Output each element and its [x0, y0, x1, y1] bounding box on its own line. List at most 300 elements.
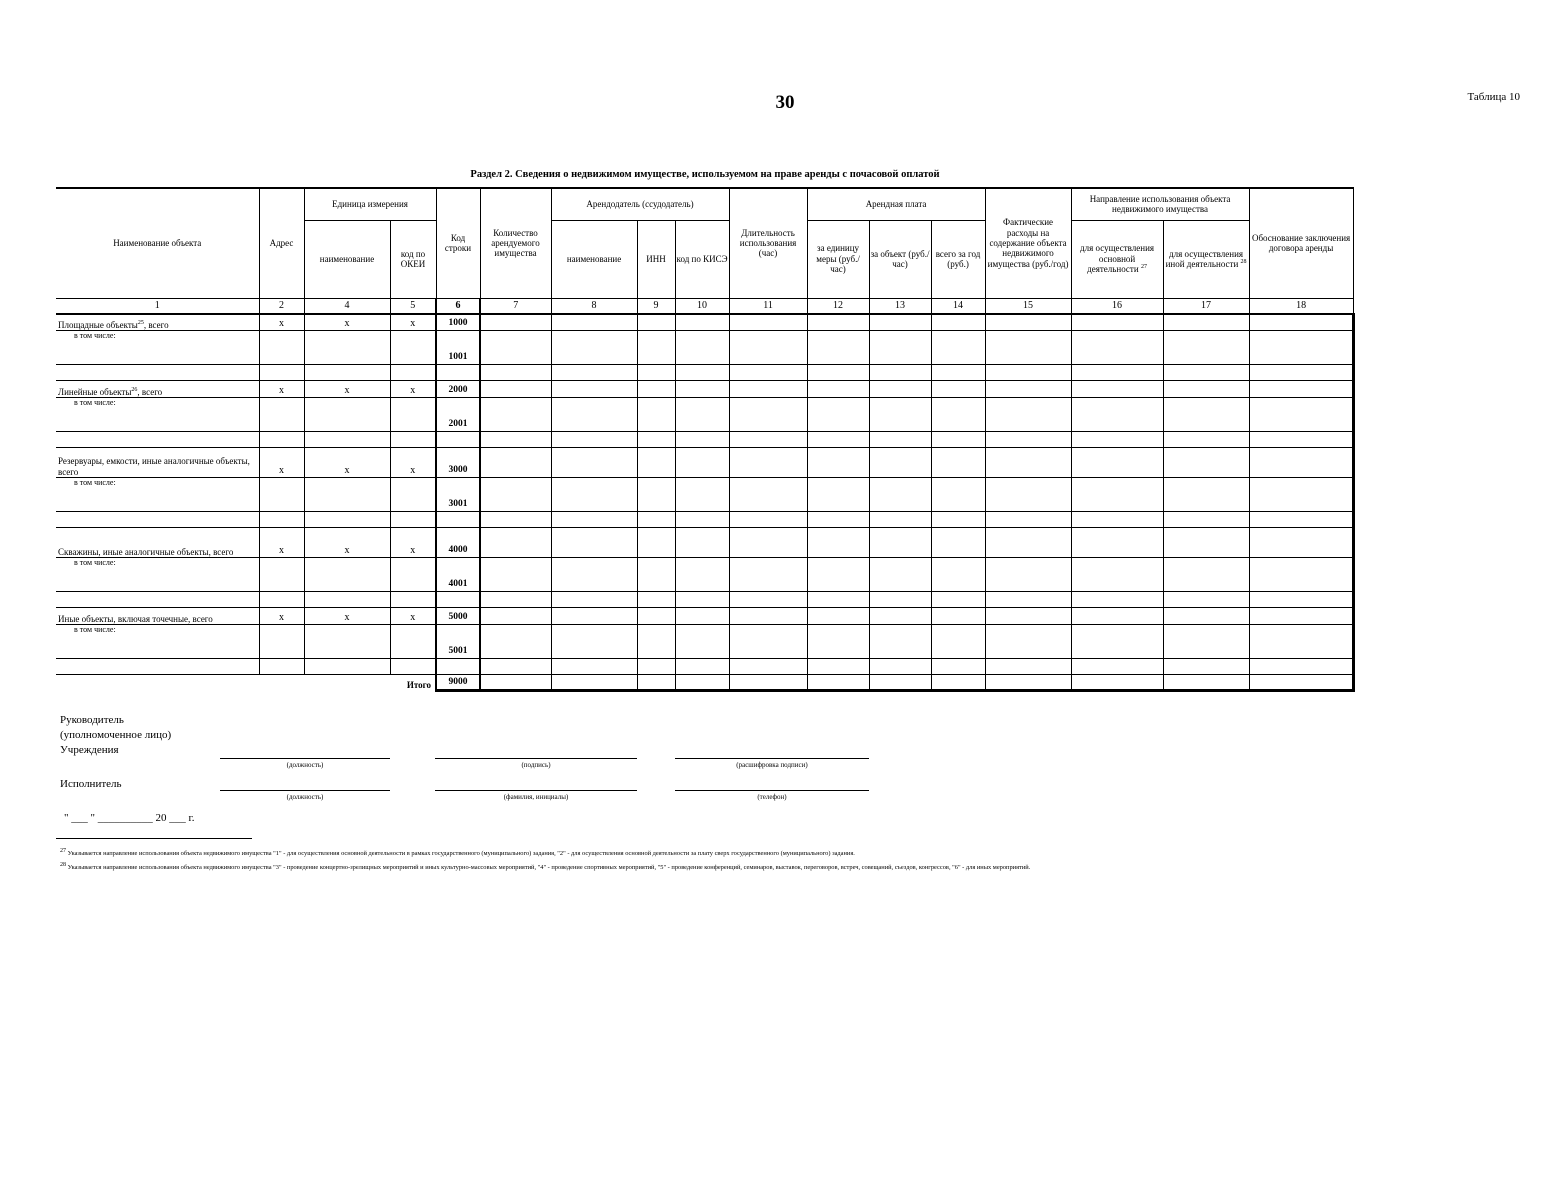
- data-cell[interactable]: [480, 432, 551, 448]
- data-cell[interactable]: [931, 528, 985, 558]
- header-kise: код по КИСЭ: [675, 220, 729, 298]
- column-number: 11: [729, 298, 807, 314]
- column-number: 10: [675, 298, 729, 314]
- data-cell[interactable]: [304, 331, 390, 365]
- data-cell[interactable]: [931, 398, 985, 432]
- data-cell[interactable]: [1163, 675, 1249, 691]
- data-cell[interactable]: [1249, 365, 1353, 381]
- data-cell[interactable]: [1071, 432, 1163, 448]
- data-cell[interactable]: [807, 512, 869, 528]
- data-cell[interactable]: [675, 432, 729, 448]
- data-cell[interactable]: [259, 512, 304, 528]
- sub-label: в том числе:: [56, 478, 259, 512]
- data-cell[interactable]: [480, 528, 551, 558]
- data-cell[interactable]: [1163, 381, 1249, 398]
- data-cell[interactable]: [390, 398, 436, 432]
- header-unit-okei: код по ОКЕИ: [390, 220, 436, 298]
- data-cell[interactable]: [985, 659, 1071, 675]
- data-cell[interactable]: [1071, 478, 1163, 512]
- data-cell[interactable]: [985, 381, 1071, 398]
- data-cell[interactable]: [637, 432, 675, 448]
- column-number: 18: [1249, 298, 1353, 314]
- column-number: 13: [869, 298, 931, 314]
- table-row: [56, 381, 1353, 398]
- data-cell[interactable]: [807, 608, 869, 625]
- data-cell[interactable]: [1163, 331, 1249, 365]
- data-cell[interactable]: [304, 398, 390, 432]
- data-cell[interactable]: [1249, 592, 1353, 608]
- x-mark: x: [304, 608, 390, 625]
- data-cell[interactable]: [259, 365, 304, 381]
- data-cell[interactable]: [729, 381, 807, 398]
- total-row: [56, 675, 1353, 691]
- data-cell[interactable]: [551, 558, 637, 592]
- data-cell[interactable]: [675, 381, 729, 398]
- data-cell[interactable]: [259, 659, 304, 675]
- data-cell[interactable]: [729, 659, 807, 675]
- data-cell[interactable]: [869, 381, 931, 398]
- data-cell[interactable]: [551, 659, 637, 675]
- data-cell[interactable]: [390, 432, 436, 448]
- data-cell[interactable]: [480, 448, 551, 478]
- data-cell[interactable]: [1249, 512, 1353, 528]
- data-cell[interactable]: [390, 659, 436, 675]
- data-cell[interactable]: [985, 478, 1071, 512]
- data-cell[interactable]: [1249, 625, 1353, 659]
- data-cell[interactable]: [390, 625, 436, 659]
- data-cell[interactable]: [480, 381, 551, 398]
- total-label: Итого: [406, 680, 432, 691]
- data-cell[interactable]: [729, 558, 807, 592]
- header-quantity: Количество арендуемого имущества: [480, 188, 551, 298]
- data-cell[interactable]: [931, 512, 985, 528]
- data-cell[interactable]: [807, 331, 869, 365]
- data-cell[interactable]: [637, 558, 675, 592]
- data-cell[interactable]: [931, 331, 985, 365]
- data-cell[interactable]: [931, 448, 985, 478]
- data-cell[interactable]: [675, 675, 729, 691]
- x-mark: x: [259, 448, 304, 478]
- sub-label: в том числе:: [56, 331, 259, 365]
- data-cell[interactable]: [675, 512, 729, 528]
- table-row: [56, 365, 1353, 381]
- data-cell[interactable]: [390, 512, 436, 528]
- data-cell[interactable]: [304, 432, 390, 448]
- data-cell[interactable]: [637, 478, 675, 512]
- data-cell[interactable]: [869, 512, 931, 528]
- footnote-rule: [56, 838, 252, 839]
- data-cell[interactable]: [1071, 528, 1163, 558]
- data-cell[interactable]: [1163, 398, 1249, 432]
- data-cell[interactable]: [551, 512, 637, 528]
- header-dir-main: для осуществления основной деятельности $^{27}$: [1071, 220, 1163, 298]
- data-cell[interactable]: [390, 592, 436, 608]
- data-cell[interactable]: [807, 432, 869, 448]
- data-cell[interactable]: [1163, 432, 1249, 448]
- data-cell[interactable]: [729, 331, 807, 365]
- data-cell[interactable]: [637, 331, 675, 365]
- column-number: 14: [931, 298, 985, 314]
- data-cell[interactable]: [985, 608, 1071, 625]
- data-cell[interactable]: [729, 625, 807, 659]
- data-cell[interactable]: [729, 432, 807, 448]
- data-cell[interactable]: [869, 608, 931, 625]
- executor-label: Исполнитель: [60, 778, 122, 790]
- object-name: Резервуары, емкости, иные аналогичные объекты, всего: [56, 448, 259, 478]
- data-cell[interactable]: [985, 432, 1071, 448]
- data-cell[interactable]: [675, 448, 729, 478]
- data-cell[interactable]: [675, 365, 729, 381]
- data-cell[interactable]: [1071, 314, 1163, 331]
- data-cell[interactable]: [729, 528, 807, 558]
- data-cell[interactable]: [931, 675, 985, 691]
- caption-decode: (расшифровка подписи): [736, 761, 808, 769]
- data-cell[interactable]: [807, 675, 869, 691]
- data-cell[interactable]: [480, 558, 551, 592]
- data-cell[interactable]: [675, 592, 729, 608]
- blank-cell: [56, 365, 259, 381]
- x-mark: x: [390, 314, 436, 331]
- column-number: 15: [985, 298, 1071, 314]
- header-direction-group: Направление использования объекта недвижимого имущества: [1071, 188, 1249, 220]
- data-cell[interactable]: [1071, 398, 1163, 432]
- data-cell[interactable]: [1071, 381, 1163, 398]
- table-row: [56, 592, 1353, 608]
- data-cell[interactable]: [869, 314, 931, 331]
- data-cell[interactable]: [637, 448, 675, 478]
- data-cell[interactable]: [1249, 558, 1353, 592]
- data-cell[interactable]: [551, 608, 637, 625]
- data-cell[interactable]: [1071, 675, 1163, 691]
- line-code: 2001: [436, 398, 480, 432]
- column-number: 6: [436, 298, 480, 314]
- data-cell[interactable]: [551, 314, 637, 331]
- data-cell[interactable]: [675, 478, 729, 512]
- data-cell[interactable]: [1071, 365, 1163, 381]
- data-cell[interactable]: [551, 365, 637, 381]
- data-cell[interactable]: [390, 558, 436, 592]
- x-mark: x: [304, 314, 390, 331]
- data-cell[interactable]: [1163, 314, 1249, 331]
- data-cell[interactable]: [807, 365, 869, 381]
- data-cell[interactable]: [1163, 365, 1249, 381]
- data-cell[interactable]: [304, 659, 390, 675]
- data-cell[interactable]: [1071, 608, 1163, 625]
- data-cell[interactable]: [1163, 659, 1249, 675]
- line-code: [436, 512, 480, 528]
- line-code: [436, 365, 480, 381]
- sub-label: в том числе:: [56, 558, 259, 592]
- data-cell[interactable]: [637, 314, 675, 331]
- date-line: " ___ " __________ 20 ___ г.: [64, 812, 195, 824]
- data-cell[interactable]: [807, 478, 869, 512]
- data-cell[interactable]: [1163, 592, 1249, 608]
- data-cell[interactable]: [985, 528, 1071, 558]
- x-mark: x: [304, 448, 390, 478]
- data-cell[interactable]: [985, 625, 1071, 659]
- data-cell[interactable]: [637, 675, 675, 691]
- data-cell[interactable]: [931, 608, 985, 625]
- data-cell[interactable]: [637, 659, 675, 675]
- data-cell[interactable]: [259, 331, 304, 365]
- data-cell[interactable]: [807, 314, 869, 331]
- executor-phone-line: [675, 790, 869, 791]
- data-cell[interactable]: [1249, 448, 1353, 478]
- column-number: 5: [390, 298, 436, 314]
- table-row: [56, 608, 1353, 625]
- data-cell[interactable]: [1163, 528, 1249, 558]
- data-cell[interactable]: [729, 314, 807, 331]
- data-cell[interactable]: [637, 608, 675, 625]
- line-code: 4001: [436, 558, 480, 592]
- header-unit-name: наименование: [304, 220, 390, 298]
- sub-label: в том числе:: [56, 398, 259, 432]
- data-cell[interactable]: [304, 625, 390, 659]
- data-cell[interactable]: [551, 331, 637, 365]
- data-cell[interactable]: [1163, 478, 1249, 512]
- data-cell[interactable]: [931, 432, 985, 448]
- data-cell[interactable]: [1249, 659, 1353, 675]
- data-cell[interactable]: [390, 331, 436, 365]
- data-cell[interactable]: [551, 448, 637, 478]
- data-cell[interactable]: [551, 478, 637, 512]
- data-cell[interactable]: [1163, 625, 1249, 659]
- line-code: 9000: [436, 675, 480, 691]
- table-row: [56, 558, 1353, 592]
- blank-cell: [56, 512, 259, 528]
- data-cell[interactable]: [480, 331, 551, 365]
- caption-signature: (подпись): [521, 761, 551, 769]
- data-cell[interactable]: [985, 314, 1071, 331]
- data-cell[interactable]: [931, 625, 985, 659]
- data-cell[interactable]: [869, 558, 931, 592]
- data-cell[interactable]: [304, 592, 390, 608]
- data-cell[interactable]: [480, 608, 551, 625]
- data-cell[interactable]: [551, 592, 637, 608]
- data-cell[interactable]: [807, 381, 869, 398]
- line-code: 4000: [436, 528, 480, 558]
- data-cell[interactable]: [869, 432, 931, 448]
- x-mark: x: [390, 528, 436, 558]
- data-cell[interactable]: [807, 558, 869, 592]
- data-cell[interactable]: [807, 592, 869, 608]
- signature-head-label: Руководитель (уполномоченное лицо) Учреждения: [60, 714, 172, 756]
- data-cell[interactable]: [869, 675, 931, 691]
- data-cell[interactable]: [729, 398, 807, 432]
- data-cell[interactable]: [931, 365, 985, 381]
- data-cell[interactable]: [869, 625, 931, 659]
- data-cell[interactable]: [551, 432, 637, 448]
- data-cell[interactable]: [259, 558, 304, 592]
- data-cell[interactable]: [1071, 625, 1163, 659]
- column-number: 12: [807, 298, 869, 314]
- data-cell[interactable]: [807, 448, 869, 478]
- data-cell[interactable]: [729, 608, 807, 625]
- data-cell[interactable]: [304, 512, 390, 528]
- data-cell[interactable]: [1249, 528, 1353, 558]
- data-cell[interactable]: [675, 331, 729, 365]
- data-cell[interactable]: [1249, 432, 1353, 448]
- data-cell[interactable]: [259, 478, 304, 512]
- data-cell[interactable]: [869, 448, 931, 478]
- data-cell[interactable]: [1163, 558, 1249, 592]
- data-cell[interactable]: [1249, 398, 1353, 432]
- data-cell[interactable]: [637, 625, 675, 659]
- data-cell[interactable]: [551, 625, 637, 659]
- data-cell[interactable]: [480, 478, 551, 512]
- data-cell[interactable]: [259, 592, 304, 608]
- data-cell[interactable]: [637, 381, 675, 398]
- data-cell[interactable]: [551, 398, 637, 432]
- data-cell[interactable]: [985, 592, 1071, 608]
- data-cell[interactable]: [551, 528, 637, 558]
- data-cell[interactable]: [729, 478, 807, 512]
- data-cell[interactable]: [1249, 478, 1353, 512]
- data-cell[interactable]: [985, 675, 1071, 691]
- data-cell[interactable]: [729, 592, 807, 608]
- header-duration: Длительность использования (час): [729, 188, 807, 298]
- data-cell[interactable]: [304, 478, 390, 512]
- data-cell[interactable]: [729, 365, 807, 381]
- table-row: [56, 448, 1353, 478]
- data-cell[interactable]: [675, 558, 729, 592]
- data-cell[interactable]: [1071, 659, 1163, 675]
- line-code: 5000: [436, 608, 480, 625]
- table-row: [56, 528, 1353, 558]
- data-cell[interactable]: [259, 432, 304, 448]
- header-name: Наименование объекта: [56, 188, 259, 298]
- data-cell[interactable]: [869, 331, 931, 365]
- data-cell[interactable]: [985, 512, 1071, 528]
- data-cell[interactable]: [1071, 331, 1163, 365]
- table-row: [56, 659, 1353, 675]
- data-cell[interactable]: [390, 478, 436, 512]
- data-cell[interactable]: [931, 592, 985, 608]
- data-cell[interactable]: [675, 625, 729, 659]
- data-cell[interactable]: [259, 398, 304, 432]
- data-cell[interactable]: [869, 365, 931, 381]
- column-numbers-row: [56, 298, 1353, 314]
- data-cell[interactable]: [1163, 448, 1249, 478]
- data-cell[interactable]: [551, 381, 637, 398]
- data-cell[interactable]: [1249, 608, 1353, 625]
- data-cell[interactable]: [675, 398, 729, 432]
- header-inn: ИНН: [637, 220, 675, 298]
- data-cell[interactable]: [1071, 558, 1163, 592]
- data-cell[interactable]: [480, 512, 551, 528]
- data-cell[interactable]: [985, 398, 1071, 432]
- line-code: 1001: [436, 331, 480, 365]
- data-cell[interactable]: [807, 528, 869, 558]
- data-cell[interactable]: [480, 675, 551, 691]
- column-number: 4: [304, 298, 390, 314]
- section-title: Раздел 2. Сведения о недвижимом имуществе, используемом на праве аренды с почасовой оплатой: [470, 169, 940, 180]
- column-number: 16: [1071, 298, 1163, 314]
- data-cell[interactable]: [869, 478, 931, 512]
- data-cell[interactable]: [304, 558, 390, 592]
- column-number: 2: [259, 298, 304, 314]
- data-cell[interactable]: [931, 478, 985, 512]
- table-row: [56, 512, 1353, 528]
- blank-cell: [56, 659, 259, 675]
- data-cell[interactable]: [1163, 512, 1249, 528]
- data-cell[interactable]: [931, 314, 985, 331]
- data-cell[interactable]: [869, 398, 931, 432]
- data-cell[interactable]: [637, 512, 675, 528]
- data-cell[interactable]: [729, 675, 807, 691]
- data-cell[interactable]: [480, 659, 551, 675]
- object-name: Линейные объекты$^{26}$, всего: [56, 381, 259, 398]
- data-cell[interactable]: [480, 592, 551, 608]
- data-cell[interactable]: [729, 512, 807, 528]
- data-cell[interactable]: [1249, 675, 1353, 691]
- data-cell[interactable]: [637, 398, 675, 432]
- object-name: Иные объекты, включая точечные, всего: [56, 608, 259, 625]
- data-cell[interactable]: [1071, 448, 1163, 478]
- header-dir-other: для осуществления иной деятельности $^{28}$: [1163, 220, 1249, 298]
- data-cell[interactable]: [807, 398, 869, 432]
- header-lessor-name: наименование: [551, 220, 637, 298]
- data-cell[interactable]: [985, 365, 1071, 381]
- header-rent-object: за объект (руб./час): [869, 220, 931, 298]
- data-cell[interactable]: [985, 331, 1071, 365]
- data-cell[interactable]: [304, 365, 390, 381]
- data-cell[interactable]: [1071, 512, 1163, 528]
- line-code: 3001: [436, 478, 480, 512]
- data-cell[interactable]: [480, 365, 551, 381]
- data-cell[interactable]: [807, 659, 869, 675]
- data-cell[interactable]: [869, 592, 931, 608]
- data-cell[interactable]: [985, 448, 1071, 478]
- table-row: [56, 398, 1353, 432]
- data-cell[interactable]: [1249, 314, 1353, 331]
- header-rent-year: всего за год (руб.): [931, 220, 985, 298]
- header-lessor-group: Арендодатель (ссудодатель): [551, 188, 729, 220]
- line-code: 5001: [436, 625, 480, 659]
- data-cell[interactable]: [931, 659, 985, 675]
- data-cell[interactable]: [869, 659, 931, 675]
- data-cell[interactable]: [675, 314, 729, 331]
- line-code: [436, 659, 480, 675]
- data-cell[interactable]: [675, 659, 729, 675]
- data-cell[interactable]: [637, 592, 675, 608]
- data-cell[interactable]: [1071, 592, 1163, 608]
- data-cell[interactable]: [480, 625, 551, 659]
- data-cell[interactable]: [480, 398, 551, 432]
- data-cell[interactable]: [390, 365, 436, 381]
- data-cell[interactable]: [807, 625, 869, 659]
- data-cell[interactable]: [480, 314, 551, 331]
- data-cell[interactable]: [259, 625, 304, 659]
- data-cell[interactable]: [675, 608, 729, 625]
- data-cell[interactable]: [675, 528, 729, 558]
- caption-position-2: (должность): [286, 793, 324, 801]
- data-cell[interactable]: [729, 448, 807, 478]
- data-cell[interactable]: [1249, 381, 1353, 398]
- page-number: 30: [775, 92, 795, 113]
- data-cell[interactable]: [637, 365, 675, 381]
- column-number: 17: [1163, 298, 1249, 314]
- data-cell[interactable]: [931, 558, 985, 592]
- data-cell[interactable]: [551, 675, 637, 691]
- data-cell[interactable]: [1249, 331, 1353, 365]
- data-cell[interactable]: [869, 528, 931, 558]
- data-cell[interactable]: [1163, 608, 1249, 625]
- header-rent-group: Арендная плата: [807, 188, 985, 220]
- data-cell[interactable]: [985, 558, 1071, 592]
- data-cell[interactable]: [637, 528, 675, 558]
- data-cell[interactable]: [931, 381, 985, 398]
